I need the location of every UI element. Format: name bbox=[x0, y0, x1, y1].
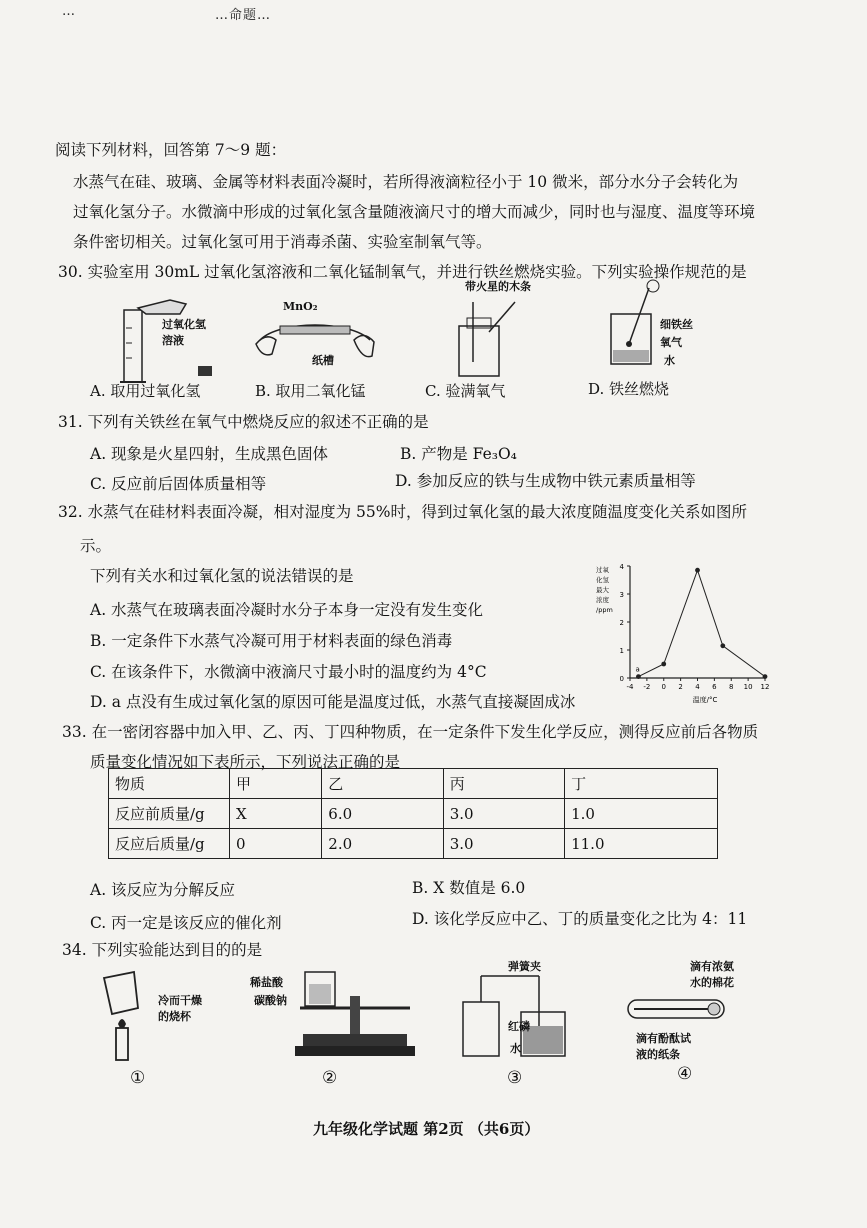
q34-number-3: ③ bbox=[507, 1068, 523, 1088]
q31-option-c: C. 反应前后固体质量相等 bbox=[90, 475, 267, 493]
q32-option-a: A. 水蒸气在玻璃表面冷凝时水分子本身一定没有发生变化 bbox=[90, 601, 484, 619]
header-left-marks: … bbox=[62, 4, 76, 19]
q33-option-c: C. 丙一定是该反应的催化剂 bbox=[90, 914, 282, 932]
q32-option-c: C. 在该条件下，水微滴中液滴尺寸最小时的温度约为 4°C bbox=[90, 663, 487, 681]
table-cell: X bbox=[230, 799, 322, 829]
chart-y-tick-label: 1 bbox=[619, 647, 624, 655]
q32-option-b: B. 一定条件下水蒸气冷凝可用于材料表面的绿色消毒 bbox=[90, 632, 453, 650]
q31-option-d: D. 参加反应的铁与生成物中铁元素质量相等 bbox=[395, 472, 696, 490]
table-cell: 反应前质量/g bbox=[109, 799, 230, 829]
q34-number-4: ④ bbox=[677, 1064, 693, 1084]
intro-line-3: 条件密切相关。过氧化氢可用于消毒杀菌、实验室制氧气等。 bbox=[73, 233, 492, 251]
q34-label-hcl: 稀盐酸 bbox=[250, 976, 283, 989]
table-header-row bbox=[109, 769, 718, 799]
table-cell: 1.0 bbox=[565, 799, 718, 829]
chart-y-tick-label: 3 bbox=[619, 591, 624, 599]
q34-label-red-phosphorus: 红磷 bbox=[508, 1020, 530, 1033]
q32-option-d: D. a 点没有生成过氧化氢的原因可能是温度过低，水蒸气直接凝固成冰 bbox=[90, 693, 576, 711]
q34-label-cold-beaker: 冷而干燥 的烧杯 bbox=[158, 994, 202, 1023]
q30-option-a: A. 取用过氧化氢 bbox=[90, 382, 201, 400]
table-cell: 0 bbox=[230, 829, 322, 859]
intro-line-1: 水蒸气在硅、玻璃、金属等材料表面冷凝时，若所得液滴粒径小于 10 微米，部分水分子会转化为 bbox=[73, 173, 739, 191]
q30-label-glowing-stick: 带火星的木条 bbox=[465, 280, 531, 293]
q31-option-b: B. 产物是 Fe₃O₄ bbox=[400, 445, 517, 463]
q32-chart bbox=[592, 552, 782, 704]
q33-option-d: D. 该化学反应中乙、丁的质量变化之比为 4：11 bbox=[412, 910, 748, 928]
chart-x-tick-label: 4 bbox=[695, 683, 700, 691]
q34-number-2: ② bbox=[322, 1068, 338, 1088]
q33-stem-line-2: 质量变化情况如下表所示，下列说法正确的是 bbox=[90, 753, 401, 771]
chart-y-tick-label: 4 bbox=[619, 563, 624, 571]
chart-y-tick-label: 0 bbox=[619, 675, 624, 683]
chart-x-tick-label: -4 bbox=[626, 683, 634, 691]
q34-figure-2 bbox=[295, 968, 415, 1063]
chart-point bbox=[695, 568, 700, 573]
q34-figure-1 bbox=[98, 968, 158, 1068]
chart-x-tick-label: 2 bbox=[678, 683, 683, 691]
q30-label-water: 水 bbox=[664, 354, 675, 367]
q30-option-d: D. 铁丝燃烧 bbox=[588, 380, 670, 398]
chart-point bbox=[763, 674, 768, 679]
q33-stem-line-1: 33. 在一密闭容器中加入甲、乙、丙、丁四种物质，在一定条件下发生化学反应，测得反应前后各物质 bbox=[62, 723, 759, 741]
chart-x-tick-label: 6 bbox=[712, 683, 717, 691]
chart-y-tick-label: 2 bbox=[619, 619, 624, 627]
q30-figure-c bbox=[445, 292, 525, 382]
table-row bbox=[109, 799, 718, 829]
chart-x-tick-label: -2 bbox=[643, 683, 651, 691]
q32-stem-line-1: 32. 水蒸气在硅材料表面冷凝，相对湿度为 55%时，得到过氧化氢的最大浓度随温度变化关系如图所 bbox=[58, 503, 747, 521]
intro-line-2: 过氧化氢分子。水微滴中形成的过氧化氢含量随液滴尺寸的增大而减少，同时也与湿度、温度等环境 bbox=[73, 203, 756, 221]
header-right-marks: …命题… bbox=[215, 8, 272, 23]
q30-label-iron-wire: 细铁丝 bbox=[660, 318, 693, 331]
q34-label-clamp: 弹簧夹 bbox=[508, 960, 541, 973]
q34-number-1: ① bbox=[130, 1068, 146, 1088]
table-header-cell: 丙 bbox=[443, 769, 564, 799]
table-header-cell: 乙 bbox=[322, 769, 443, 799]
q31-option-a: A. 现象是火星四射，生成黑色固体 bbox=[90, 445, 329, 463]
q30-label-oxygen: 氧气 bbox=[660, 336, 682, 349]
chart-x-tick-label: 0 bbox=[661, 683, 666, 691]
q30-label-h2o2: 过氧化氢 溶液 bbox=[162, 318, 206, 347]
chart-point bbox=[720, 643, 725, 648]
chart-x-tick-label: 10 bbox=[743, 683, 753, 691]
q31-stem: 31. 下列有关铁丝在氧气中燃烧反应的叙述不正确的是 bbox=[58, 413, 429, 431]
q32-stem-line-2: 示。 bbox=[80, 537, 112, 555]
chart-series-line bbox=[638, 570, 765, 676]
q30-label-mno2: MnO₂ bbox=[283, 300, 318, 313]
q34-label-phenolphthalein-strip: 滴有酚酞试 液的纸条 bbox=[636, 1032, 691, 1061]
table-cell: 2.0 bbox=[322, 829, 443, 859]
chart-x-tick-label: 12 bbox=[760, 683, 770, 691]
q34-label-ammonia-cotton: 滴有浓氨 水的棉花 bbox=[690, 960, 734, 989]
q33-option-b: B. X 数值是 6.0 bbox=[412, 879, 526, 897]
q30-option-b: B. 取用二氧化锰 bbox=[255, 382, 366, 400]
q32-question: 下列有关水和过氧化氢的说法错误的是 bbox=[90, 567, 354, 585]
table-row bbox=[109, 829, 718, 859]
chart-point bbox=[661, 662, 666, 667]
q34-label-na2co3: 碳酸钠 bbox=[254, 994, 287, 1007]
q30-label-paper-trough: 纸槽 bbox=[312, 354, 334, 367]
chart-point bbox=[636, 674, 641, 679]
chart-y-label: 过氧化氢最大浓度/ppm bbox=[596, 566, 613, 614]
page-footer: 九年级化学试题 第2页 （共6页） bbox=[313, 1120, 540, 1138]
q33-option-a: A. 该反应为分解反应 bbox=[90, 881, 236, 899]
table-cell: 6.0 bbox=[322, 799, 443, 829]
q34-stem: 34. 下列实验能达到目的的是 bbox=[62, 941, 263, 959]
reading-instruction: 阅读下列材料，回答第 7～9 题： bbox=[55, 141, 287, 159]
chart-x-tick-label: 8 bbox=[729, 683, 734, 691]
table-cell: 3.0 bbox=[443, 799, 564, 829]
table-header-cell: 物质 bbox=[109, 769, 230, 799]
q33-mass-table bbox=[108, 768, 718, 859]
chart-annotation-a: a bbox=[635, 665, 640, 674]
chart-x-label: 温度/°C bbox=[692, 696, 718, 704]
table-header-cell: 丁 bbox=[565, 769, 718, 799]
table-header-cell: 甲 bbox=[230, 769, 322, 799]
q30-stem: 30. 实验室用 30mL 过氧化氢溶液和二氧化锰制氧气，并进行铁丝燃烧实验。下列实验操作规范的是 bbox=[58, 263, 747, 281]
table-cell: 反应后质量/g bbox=[109, 829, 230, 859]
q34-label-water: 水 bbox=[510, 1042, 521, 1055]
table-cell: 3.0 bbox=[443, 829, 564, 859]
table-cell: 11.0 bbox=[565, 829, 718, 859]
q30-option-c: C. 验满氧气 bbox=[425, 382, 506, 400]
q34-figure-4 bbox=[620, 990, 730, 1030]
